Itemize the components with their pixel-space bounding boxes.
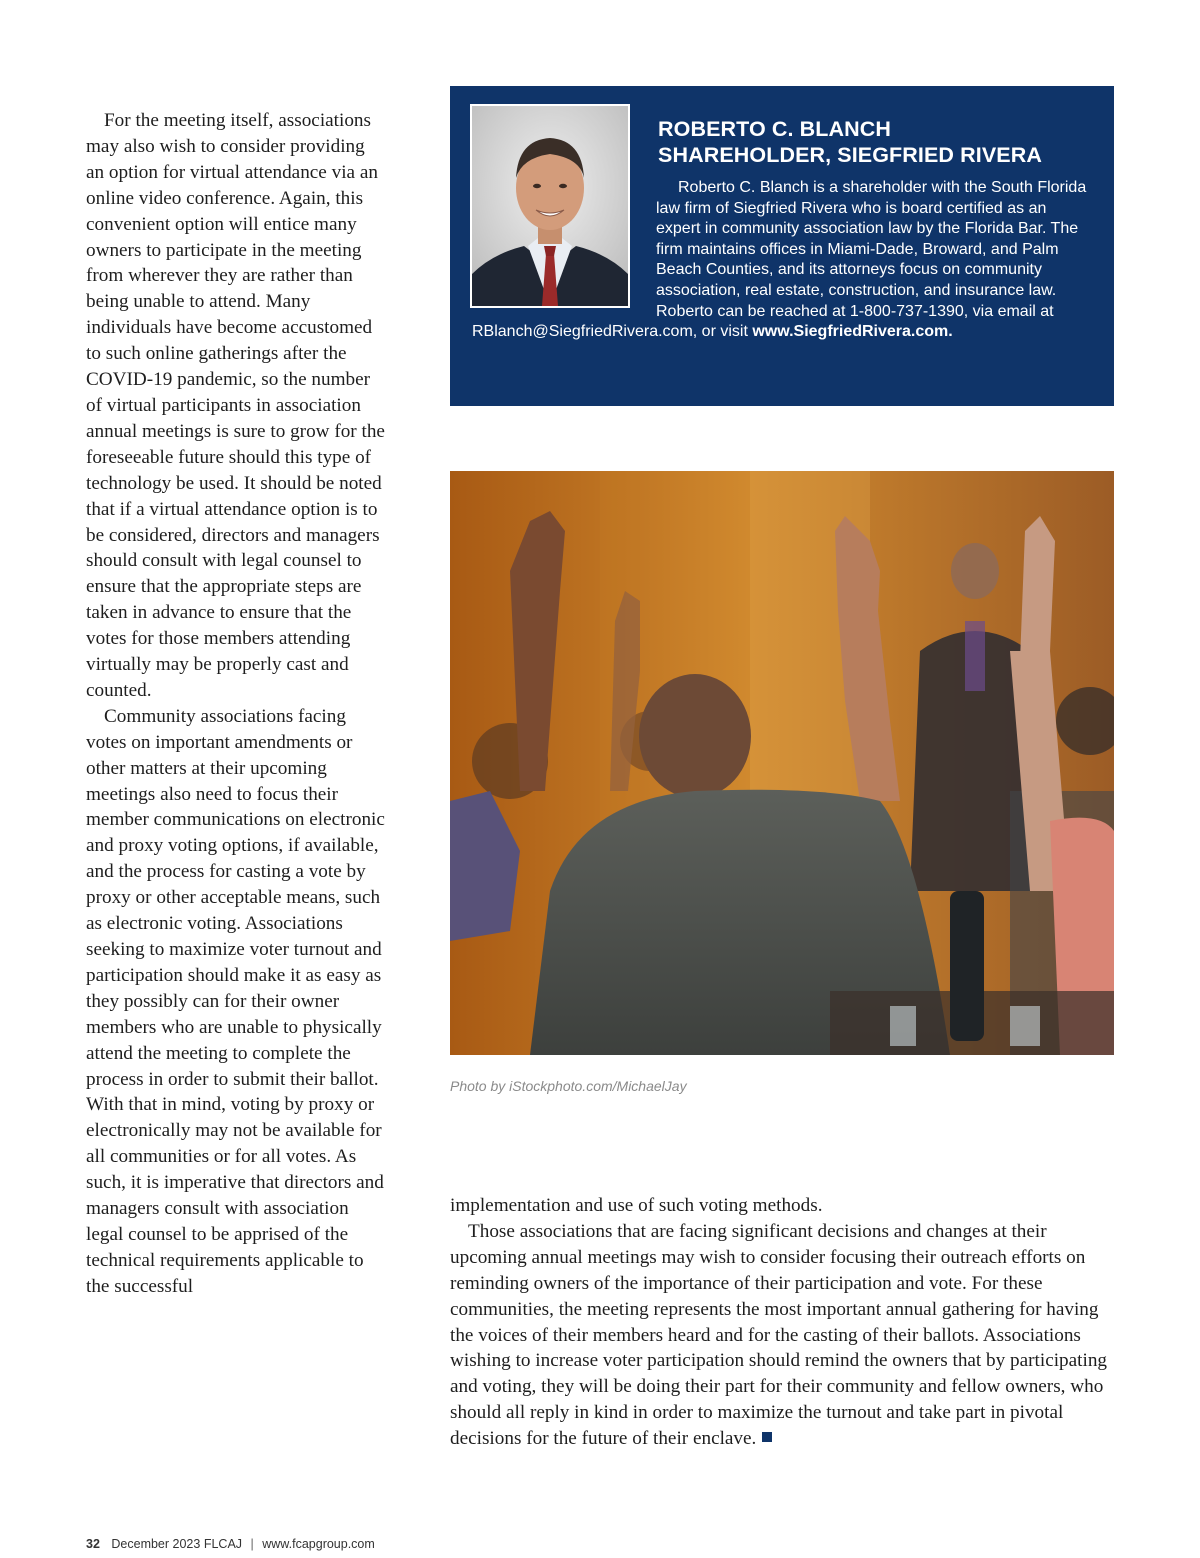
photo-caption: Photo by iStockphoto.com/MichaelJay	[450, 1078, 687, 1094]
bio-body: Roberto C. Blanch is a shareholder with the South Florida law firm of Siegfried Rivera who is board certified as an expert in community association law by the Florida Bar. The firm maintains offices in Miami-Dade, Broward, and Palm Beach Counties, and its attorneys focus on community association, real estate, construction, and insurance law. Roberto can be reached at 1-800-737-1390, via email at RBlanch@SiegfriedRivera.com, or visit	[472, 179, 1087, 341]
author-name-heading	[658, 116, 1042, 168]
body-paragraph: For the meeting itself, associations may also wish to consider providing an option for virtual attendance via an online video conference. Again, this convenient option will entice many owners to participate in the meeting from wherever they are rather than being unable to attend. Many individuals have become accustomed to such online gatherings after the COVID-19 pandemic, so the number of virtual participants in association annual meetings is sure to grow for the foreseeable future should this type of technology be used. It should be noted that if a virtual attendance option is to be considered, directors and managers should consult with legal counsel to ensure that the appropriate steps are taken in advance to ensure that the votes for those members attending virtually may be properly cast and counted.	[86, 110, 385, 701]
issue-date: December 2023	[111, 1537, 201, 1551]
publication-name: FLCAJ	[203, 1537, 243, 1551]
meeting-photo	[450, 471, 1114, 1055]
body-paragraph-final	[450, 1219, 1114, 1452]
meeting-photo-illustration	[450, 471, 1114, 1055]
footer-separator: |	[250, 1537, 254, 1551]
author-name: ROBERTO C. BLANCH	[658, 117, 892, 141]
author-title: SHAREHOLDER, SIEGFRIED RIVERA	[658, 143, 1042, 167]
page-number: 32	[86, 1537, 100, 1551]
end-of-article-mark	[762, 1432, 772, 1442]
left-column	[86, 108, 386, 1300]
author-bio-box	[450, 86, 1114, 406]
body-paragraph: Community associations facing votes on important amendments or other matters at their upcoming meetings also need to focus their member communications on electronic and proxy voting options, if available, and the process for casting a vote by proxy or other acceptable means, such as electronic voting. Associations seeking to maximize voter turnout and participation should make it as easy as they possibly can for their owner members who are unable to physically attend the meeting to complete the process in order to submit their ballot. With that in mind, voting by proxy or electronically may not be available for all communities or for all votes. As such, it is imperative that directors and managers consult with association legal counsel to be apprised of the technical requirements applicable to the successful	[86, 705, 385, 1297]
body-paragraph: implementation and use of such voting methods.	[450, 1195, 823, 1216]
footer-website: www.fcapgroup.com	[262, 1537, 375, 1551]
right-column	[450, 1193, 1114, 1452]
body-paragraph-text: Those associations that are facing significant decisions and changes at their upcoming annual meetings may wish to consider focusing their outreach efforts on reminding owners of the importance of their participation and vote. For these communities, the meeting represents the most important annual gathering for having the voices of their members heard and for the casting of their ballots. Associations wishing to increase voter participation should remind the owners that by participating and voting, they will be doing their part for their community and fellow owners, who should all reply in kind in order to maximize the turnout and take part in pivotal decisions for the future of their enclave.	[450, 1220, 1108, 1450]
page-footer	[86, 1537, 375, 1551]
bio-website: www.SiegfriedRivera.com.	[752, 323, 953, 341]
author-bio-text	[472, 178, 1092, 343]
